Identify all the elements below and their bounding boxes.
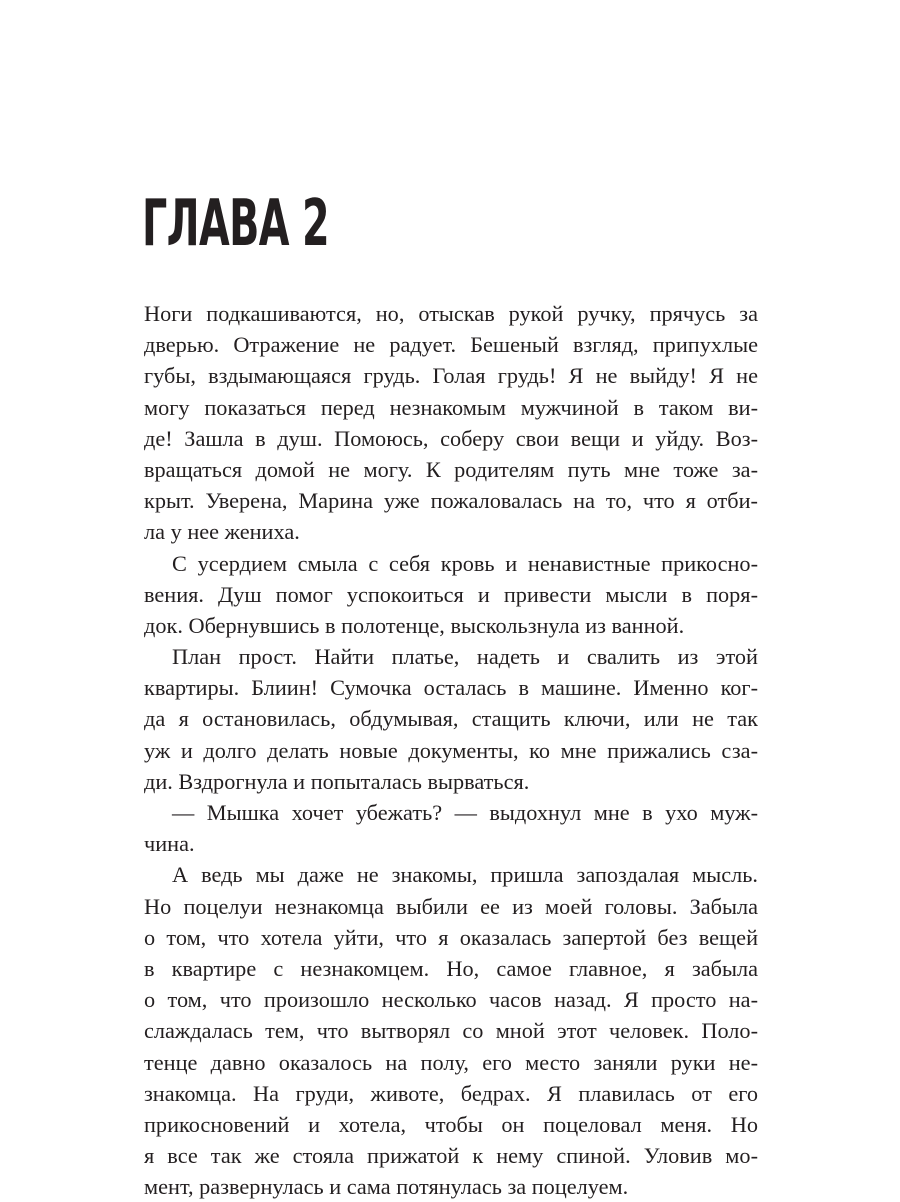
text-line: слаждалась тем, что вытворял со мной этот человек. Поло- [144, 1018, 758, 1044]
text-line: да я остановилась, обдумывая, стащить ключи, или не так [144, 706, 758, 732]
text-line: ди. Вздрогнула и попыталась вырваться. [144, 768, 530, 794]
chapter-body [144, 298, 758, 1202]
text-line: Но поцелуи незнакомца выбили ее из моей головы. Забыла [144, 893, 758, 919]
text-line: уж и долго делать новые документы, ко мне прижались сза- [144, 737, 758, 763]
text-line: де! Зашла в душ. Помоюсь, соберу свои вещи и уйду. Воз- [144, 425, 758, 451]
text-line: квартиры. Блиин! Сумочка осталась в машине. Именно ког- [144, 675, 758, 701]
text-line: знакомца. На груди, животе, бедрах. Я плавилась от его [144, 1080, 758, 1106]
text-line: Ноги подкашиваются, но, отыскав рукой ручку, прячусь за [144, 301, 758, 326]
text-line: С усердием смыла с себя кровь и ненавистные прикосно- [172, 550, 758, 576]
text-line: вращаться домой не могу. К родителям путь мне тоже за- [144, 456, 758, 482]
text-line: вения. Душ помог успокоиться и привести мысли в поря- [144, 581, 758, 607]
text-line: прикосновений и хотела, чтобы он поцеловал меня. Но [144, 1111, 758, 1137]
text-line: о том, что хотела уйти, что я оказалась запертой без вещей [144, 924, 758, 950]
text-line: тенце давно оказалось на полу, его место заняли руки не- [144, 1049, 758, 1075]
text-line: дверью. Отражение не радует. Бешеный взгляд, припухлые [144, 332, 758, 358]
text-line: в квартире с незнакомцем. Но, самое главное, я забыла [144, 955, 758, 981]
text-line: мент, развернулась и сама потянулась за поцелуем. [144, 1174, 629, 1200]
text-line: о том, что произошло несколько часов назад. Я просто на- [144, 987, 758, 1013]
text-line: крыт. Уверена, Марина уже пожаловалась на то, что я отби- [144, 488, 758, 514]
text-line: док. Обернувшись в полотенце, выскользнула из ванной. [144, 612, 685, 638]
text-line: могу показаться перед незнакомым мужчиной в таком ви- [144, 394, 758, 420]
text-line: чина. [144, 831, 195, 857]
text-line: А ведь мы даже не знакомы, пришла запоздалая мысль. [172, 862, 758, 888]
text-line: ла у нее жениха. [144, 519, 300, 545]
chapter-title: ГЛАВА 2 [142, 187, 329, 261]
text-line: я все так же стояла прижатой к нему спиной. Уловив мо- [144, 1143, 758, 1169]
text-line: — Мышка хочет убежать? — выдохнул мне в ухо муж- [172, 800, 758, 825]
text-line: губы, вздымающаяся грудь. Голая грудь! Я не выйду! Я не [144, 363, 758, 389]
text-line: План прост. Найти платье, надеть и свалить из этой [172, 644, 758, 670]
